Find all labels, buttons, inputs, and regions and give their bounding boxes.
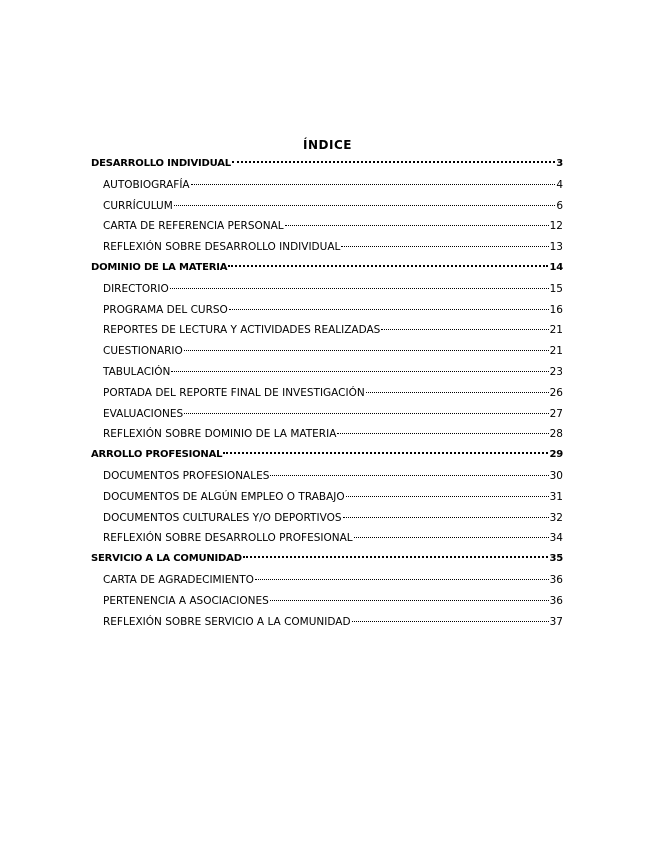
toc-entry-page-number: 21 [549, 324, 563, 337]
toc-entry-label: REPORTES DE LECTURA Y ACTIVIDADES REALIZADAS [103, 324, 381, 337]
dot-leader [381, 329, 548, 330]
toc-entry-page-number: 15 [549, 282, 563, 295]
toc-entry-label: DOCUMENTOS DE ALGÚN EMPLEO O TRABAJO [103, 490, 345, 503]
toc-entry[interactable] [91, 279, 563, 300]
toc-entry-label: TABULACIÓN [103, 365, 171, 378]
toc-section-heading[interactable] [91, 258, 563, 279]
toc-section-heading[interactable] [91, 445, 563, 466]
toc-entry-label: AUTOBIOGRAFÍA [103, 178, 190, 191]
dot-leader [255, 579, 549, 580]
toc-entry-page-number: 32 [549, 511, 563, 524]
toc-entry-label: CURRÍCULUM [103, 199, 173, 212]
toc-entry-label: CARTA DE AGRADECIMIENTO [103, 573, 254, 586]
toc-entry[interactable] [91, 528, 563, 549]
toc-entry-page-number: 34 [549, 532, 563, 545]
toc-entry-page-number: 13 [549, 241, 563, 254]
dot-leader [366, 392, 549, 393]
toc-section-label: DESARROLLO INDIVIDUAL [91, 158, 231, 169]
dot-leader [337, 433, 548, 434]
toc-entry[interactable] [91, 237, 563, 258]
toc-section-label: DOMINIO DE LA MATERIA [91, 261, 228, 273]
toc-entry-page-number: 23 [549, 365, 563, 378]
dot-leader [223, 452, 548, 454]
toc-entry-label: REFLEXIÓN SOBRE DESARROLLO PROFESIONAL [103, 532, 353, 545]
toc-entry[interactable] [91, 216, 563, 237]
toc-entry-label: CUESTIONARIO [103, 345, 183, 358]
table-of-contents [91, 154, 563, 632]
toc-entry-label: CARTA DE REFERENCIA PERSONAL [103, 220, 284, 233]
toc-entry[interactable] [91, 175, 563, 196]
toc-entry-label: PROGRAMA DEL CURSO [103, 303, 228, 316]
dot-leader [171, 371, 548, 372]
toc-entry[interactable] [91, 424, 563, 445]
dot-leader [270, 600, 549, 601]
toc-entry-page-number: 36 [549, 573, 563, 586]
toc-section-page-number: 3 [556, 158, 563, 169]
dot-leader [341, 246, 548, 247]
toc-entry-page-number: 27 [549, 407, 563, 420]
toc-section-heading[interactable] [91, 154, 563, 175]
toc-entry-label: REFLEXIÓN SOBRE DOMINIO DE LA MATERIA [103, 428, 337, 441]
toc-section-page-number: 14 [549, 261, 563, 273]
toc-entry-page-number: 4 [556, 178, 563, 191]
toc-entry[interactable] [91, 341, 563, 362]
toc-entry-label: DIRECTORIO [103, 282, 169, 295]
toc-entry[interactable] [91, 612, 563, 633]
toc-entry-page-number: 16 [549, 303, 563, 316]
toc-section-heading[interactable] [91, 549, 563, 570]
toc-entry-page-number: 6 [556, 199, 563, 212]
toc-section-page-number: 35 [549, 553, 563, 565]
toc-entry-label: REFLEXIÓN SOBRE DESARROLLO INDIVIDUAL [103, 241, 341, 254]
toc-entry-page-number: 30 [549, 469, 563, 482]
toc-entry[interactable] [91, 570, 563, 591]
dot-leader [243, 556, 549, 558]
toc-entry-label: DOCUMENTOS PROFESIONALES [103, 469, 270, 482]
dot-leader [229, 309, 549, 310]
dot-leader [174, 205, 556, 206]
toc-entry-page-number: 21 [549, 345, 563, 358]
toc-entry[interactable] [91, 362, 563, 383]
dot-leader [184, 350, 549, 351]
toc-entry-page-number: 36 [549, 594, 563, 607]
toc-entry-label: EVALUACIONES [103, 407, 184, 420]
dot-leader [191, 184, 556, 185]
dot-leader [354, 537, 549, 538]
toc-entry[interactable] [91, 196, 563, 217]
toc-entry-label: REFLEXIÓN SOBRE SERVICIO A LA COMUNIDAD [103, 615, 351, 628]
toc-entry-page-number: 28 [549, 428, 563, 441]
dot-leader [352, 621, 549, 622]
toc-entry-page-number: 37 [549, 615, 563, 628]
toc-entry-label: PERTENENCIA A ASOCIACIONES [103, 594, 269, 607]
toc-entry[interactable] [91, 591, 563, 612]
toc-entry-page-number: 26 [549, 386, 563, 399]
dot-leader [184, 413, 548, 414]
dot-leader [346, 496, 549, 497]
dot-leader [343, 517, 549, 518]
toc-entry[interactable] [91, 466, 563, 487]
dot-leader [285, 225, 549, 226]
dot-leader [170, 288, 549, 289]
dot-leader [270, 475, 548, 476]
toc-entry[interactable] [91, 320, 563, 341]
toc-entry[interactable] [91, 300, 563, 321]
toc-entry-page-number: 31 [549, 490, 563, 503]
toc-entry[interactable] [91, 404, 563, 425]
toc-entry[interactable] [91, 383, 563, 404]
toc-section-label: ARROLLO PROFESIONAL [91, 449, 223, 461]
toc-entry[interactable] [91, 508, 563, 529]
dot-leader [232, 161, 555, 163]
dot-leader [228, 265, 548, 267]
toc-entry-page-number: 12 [549, 220, 563, 233]
toc-entry-label: DOCUMENTOS CULTURALES Y/O DEPORTIVOS [103, 511, 342, 524]
toc-entry[interactable] [91, 487, 563, 508]
toc-entry-label: PORTADA DEL REPORTE FINAL DE INVESTIGACIÓN [103, 386, 365, 399]
toc-section-page-number: 29 [549, 449, 563, 461]
page-title: ÍNDICE [303, 138, 352, 152]
toc-section-label: SERVICIO A LA COMUNIDAD [91, 553, 242, 565]
